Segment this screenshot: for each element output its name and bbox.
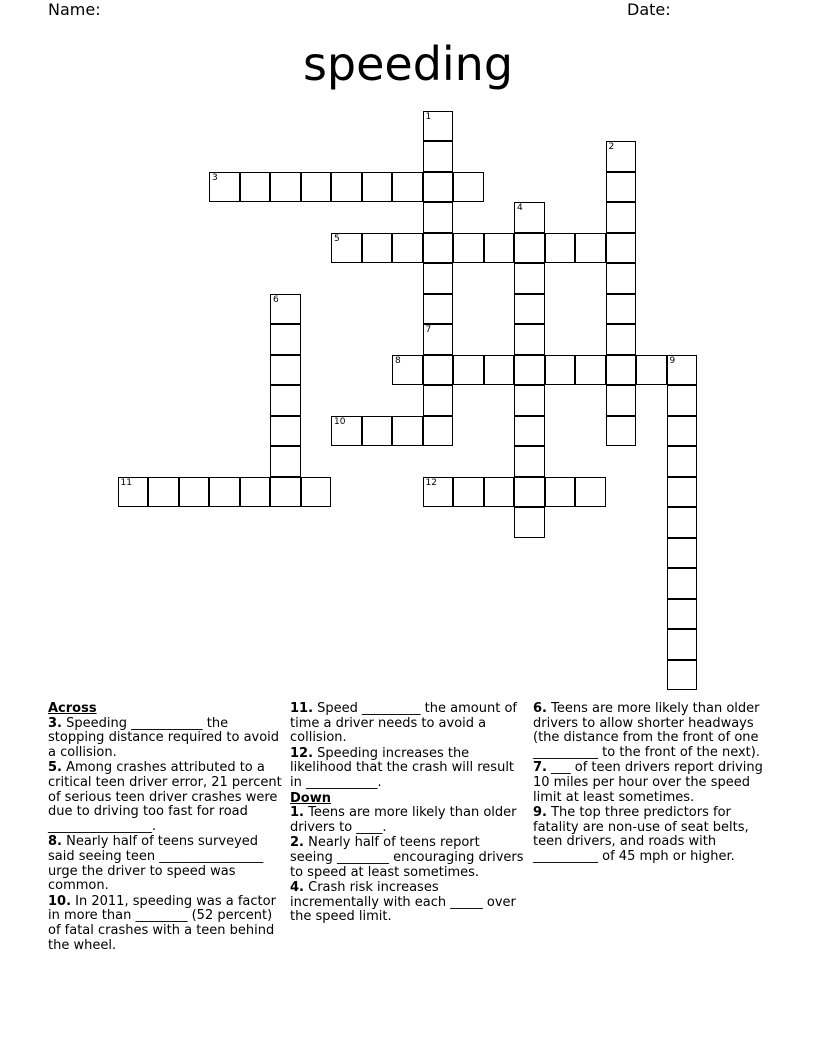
crossword-cell[interactable] xyxy=(423,385,454,416)
crossword-cell[interactable] xyxy=(362,172,393,203)
clue-number: 5. xyxy=(48,760,62,776)
crossword-cell[interactable] xyxy=(575,233,606,264)
crossword-cell[interactable] xyxy=(514,355,545,386)
crossword-cell[interactable] xyxy=(667,355,698,386)
crossword-cell[interactable] xyxy=(606,172,637,203)
cell-number: 6 xyxy=(273,294,279,305)
clue-down-2 xyxy=(290,836,526,880)
crossword-cell[interactable] xyxy=(423,477,454,508)
clue-text: Speeding ___________ the stopping distance required to avoid a collision. xyxy=(48,715,280,760)
crossword-cell[interactable] xyxy=(240,477,271,508)
clue-text: Teens are more likely than older drivers to ____. xyxy=(290,805,517,835)
crossword-cell[interactable] xyxy=(514,294,545,325)
crossword-cell[interactable] xyxy=(514,233,545,264)
crossword-cell[interactable] xyxy=(667,477,698,508)
crossword-cell[interactable] xyxy=(606,324,637,355)
clue-down-9 xyxy=(533,806,769,864)
crossword-cell[interactable] xyxy=(453,172,484,203)
crossword-cell[interactable] xyxy=(118,477,149,508)
crossword-cell[interactable] xyxy=(606,141,637,172)
clue-number: 11. xyxy=(290,701,314,716)
clue-text: The top three predictors for fatality are non-use of seat belts, teen drivers, and roads with __________ of 45 mph or higher. xyxy=(533,805,749,864)
crossword-cell[interactable] xyxy=(179,477,210,508)
cell-number: 2 xyxy=(608,142,615,152)
crossword-cell[interactable] xyxy=(453,477,484,508)
crossword-cell[interactable] xyxy=(240,172,271,203)
crossword-cell[interactable] xyxy=(606,263,637,294)
crossword-cell[interactable] xyxy=(667,599,698,630)
crossword-cell[interactable] xyxy=(667,416,698,447)
crossword-cell[interactable] xyxy=(270,355,301,386)
clue-down-4 xyxy=(290,881,526,925)
clue-text: Among crashes attributed to a critical teen driver error, 21 percent of serious teen driver crashes were due to driving too fast for road ________________. xyxy=(48,760,282,834)
crossword-cell[interactable] xyxy=(514,324,545,355)
clue-number: 8. xyxy=(48,834,62,850)
date-label: Date: xyxy=(627,0,671,19)
crossword-cell[interactable] xyxy=(423,416,454,447)
crossword-cell[interactable] xyxy=(331,172,362,203)
crossword-cell[interactable] xyxy=(423,324,454,355)
crossword-cell[interactable] xyxy=(545,355,576,386)
clue-down-6 xyxy=(533,702,769,760)
clue-number: 4. xyxy=(290,880,304,896)
crossword-cell[interactable] xyxy=(331,233,362,264)
crossword-cell[interactable] xyxy=(667,446,698,477)
crossword-cell[interactable] xyxy=(606,416,637,447)
clue-down-1 xyxy=(290,806,526,835)
crossword-cell[interactable] xyxy=(484,355,515,386)
clue-number: 7. xyxy=(533,760,547,776)
cell-number: 8 xyxy=(395,355,401,366)
clue-number: 10. xyxy=(48,893,72,909)
crossword-cell[interactable] xyxy=(667,568,698,599)
crossword-cell[interactable] xyxy=(301,172,332,203)
clue-number: 6. xyxy=(533,701,547,716)
crossword-cell[interactable] xyxy=(606,385,637,416)
crossword-cell[interactable] xyxy=(270,446,301,477)
crossword-cell[interactable] xyxy=(331,416,362,447)
clue-text: Nearly half of teens report seeing ________ encouraging drivers to speed at least sometimes. xyxy=(290,835,524,880)
crossword-cell[interactable] xyxy=(636,355,667,386)
down-heading: Down xyxy=(290,790,331,806)
crossword-cell[interactable] xyxy=(209,477,240,508)
crossword-cell[interactable] xyxy=(514,416,545,447)
crossword-cell[interactable] xyxy=(667,629,698,660)
crossword-cell[interactable] xyxy=(270,294,301,325)
clue-across-10 xyxy=(48,895,284,953)
cell-number: 12 xyxy=(425,477,437,488)
crossword-cell[interactable] xyxy=(606,355,637,386)
crossword-cell[interactable] xyxy=(545,233,576,264)
crossword-cell[interactable] xyxy=(270,477,301,508)
cell-number: 1 xyxy=(425,111,432,122)
crossword-cell[interactable] xyxy=(362,233,393,264)
crossword-cell[interactable] xyxy=(514,385,545,416)
name-label: Name: xyxy=(48,0,101,19)
across-heading: Across xyxy=(48,701,97,716)
clue-column-1 xyxy=(48,702,284,954)
crossword-cell[interactable] xyxy=(545,477,576,508)
crossword-cell[interactable] xyxy=(514,202,545,233)
cell-number: 11 xyxy=(120,477,132,488)
clue-number: 9. xyxy=(533,805,547,821)
cell-number: 5 xyxy=(334,233,340,244)
crossword-cell[interactable] xyxy=(392,355,423,386)
crossword-cell[interactable] xyxy=(423,233,454,264)
crossword-cell[interactable] xyxy=(423,294,454,325)
crossword-cell[interactable] xyxy=(423,202,454,233)
clue-text: Nearly half of teens surveyed said seeing teen ________________ urge the driver to speed was common. xyxy=(48,834,264,894)
clue-across-11 xyxy=(290,702,526,746)
crossword-cell[interactable] xyxy=(423,172,454,203)
cell-number: 3 xyxy=(212,172,218,183)
crossword-cell[interactable] xyxy=(575,477,606,508)
crossword-cell[interactable] xyxy=(514,263,545,294)
crossword-cell[interactable] xyxy=(423,355,454,386)
crossword-cell[interactable] xyxy=(148,477,179,508)
clue-text: Teens are more likely than older drivers to allow shorter headways (the distance from the front of one __________ to the front of the next). xyxy=(533,701,760,760)
clue-text: ___ of teen drivers report driving 10 miles per hour over the speed limit at least sometimes. xyxy=(533,760,763,805)
crossword-cell[interactable] xyxy=(270,172,301,203)
crossword-cell[interactable] xyxy=(362,416,393,447)
crossword-cell[interactable] xyxy=(575,355,606,386)
crossword-cell[interactable] xyxy=(667,385,698,416)
crossword-cell[interactable] xyxy=(423,263,454,294)
crossword-cell[interactable] xyxy=(484,477,515,508)
crossword-cell[interactable] xyxy=(514,477,545,508)
crossword-cell[interactable] xyxy=(392,172,423,203)
clue-across-3 xyxy=(48,717,284,761)
cell-number: 10 xyxy=(334,416,346,427)
crossword-cell[interactable] xyxy=(667,507,698,538)
clue-text: Crash risk increases incrementally with each _____ over the speed limit. xyxy=(290,880,516,925)
clue-text: Speeding increases the likelihood that the crash will result in ___________. xyxy=(290,745,515,790)
crossword-cell[interactable] xyxy=(667,660,698,691)
crossword-cell[interactable] xyxy=(270,416,301,447)
clue-across-5 xyxy=(48,761,284,834)
crossword-cell[interactable] xyxy=(514,507,545,538)
crossword-cell[interactable] xyxy=(392,233,423,264)
crossword-cell[interactable] xyxy=(606,202,637,233)
clue-across-8 xyxy=(48,835,284,893)
crossword-cell[interactable] xyxy=(453,233,484,264)
clue-down-7 xyxy=(533,761,769,805)
crossword-cell[interactable] xyxy=(453,355,484,386)
clue-number: 12. xyxy=(290,745,314,761)
crossword-cell[interactable] xyxy=(606,294,637,325)
clue-number: 2. xyxy=(290,835,304,851)
crossword-cell[interactable] xyxy=(606,233,637,264)
crossword-cell[interactable] xyxy=(270,324,301,355)
crossword-cell[interactable] xyxy=(423,111,454,142)
crossword-cell[interactable] xyxy=(392,416,423,447)
clue-text: Speed _________ the amount of time a driver needs to avoid a collision. xyxy=(290,701,517,746)
clue-column-2 xyxy=(290,702,526,926)
page-title: speeding xyxy=(302,37,514,91)
clue-column-3 xyxy=(533,702,769,866)
clue-number: 3. xyxy=(48,715,62,731)
cell-number: 7 xyxy=(425,325,432,335)
crossword-cell[interactable] xyxy=(484,233,515,264)
cell-number: 9 xyxy=(669,355,676,366)
crossword-cell[interactable] xyxy=(423,141,454,172)
crossword-cell[interactable] xyxy=(514,446,545,477)
crossword-cell[interactable] xyxy=(301,477,332,508)
crossword-cell[interactable] xyxy=(209,172,240,203)
crossword-cell[interactable] xyxy=(270,385,301,416)
clue-number: 1. xyxy=(290,805,304,821)
clue-text: In 2011, speeding was a factor in more than ________ (52 percent) of fatal crashes with a teen behind the wheel. xyxy=(48,893,276,953)
crossword-cell[interactable] xyxy=(667,538,698,569)
cell-number: 4 xyxy=(517,203,523,213)
clue-across-12 xyxy=(290,747,526,791)
